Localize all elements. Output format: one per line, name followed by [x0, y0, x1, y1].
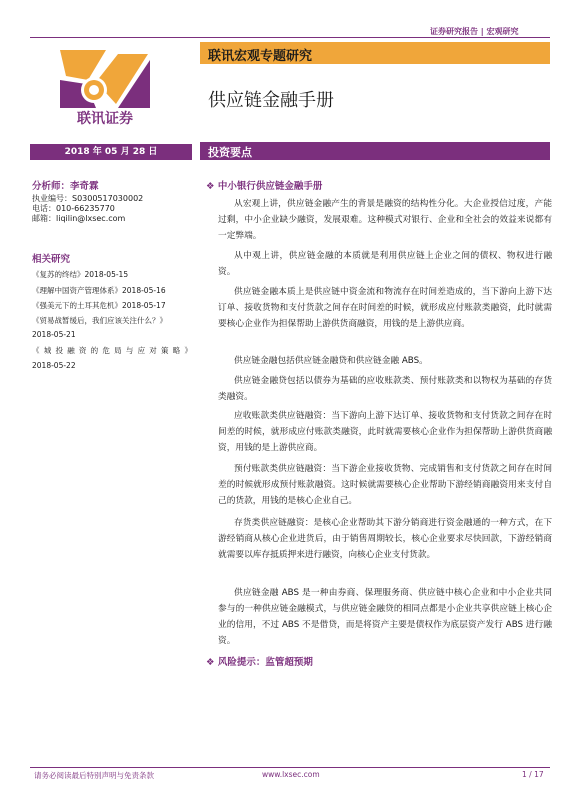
analyst-phone: 电话：010-66235770	[32, 204, 115, 213]
paragraph: 应收账款类供应链融资：当下游向上游下达订单、接收货物和支付货款之间存在时间差的时候，就形成应付账款类融资，此时就需要核心企业作为担保帮助上游供货商融资，用钱的是上游供应商。	[218, 411, 552, 453]
paragraph: 存货类供应链融资：是核心企业帮助其下游分销商进行资金融通的一种方式，在下游经销商从核心企业进货后，由于销售周期较长，核心企业要求尽快回款，下游经销商就需要以库存抵质押来进行融资，向核心企业支付货款。	[218, 518, 552, 560]
company-logo	[56, 46, 154, 128]
diamond-icon: ❖	[206, 657, 218, 668]
page-number: 1 / 17	[522, 770, 544, 779]
paragraph: 从宏观上讲，供应链金融产生的背景是融资的结构性分化。大企业授信过度，产能过剩，中小企业缺少融资，发展艰难。这种模式对银行、企业和全社会的效益来说都有一定弊端。	[218, 199, 552, 241]
section-bar	[200, 142, 550, 160]
related-item[interactable]: 《理解中国资产管理体系》2018-05-16	[32, 286, 166, 295]
document-title: 供应链金融手册	[208, 90, 334, 111]
diamond-icon: ❖	[206, 181, 218, 192]
report-category: 证券研究报告 | 宏观研究	[430, 27, 519, 36]
section-heading-supply-chain	[206, 178, 322, 192]
logo-text: 联讯证券	[77, 111, 133, 127]
section-title: 投资要点	[208, 146, 252, 159]
report-date: 2018 年 05 月 28 日	[30, 144, 192, 160]
analyst-license: 执业编号：S0300517030002	[32, 194, 144, 203]
paragraph: 供应链金融包括供应链金融贷和供应链金融 ABS。	[234, 356, 428, 366]
paragraph: 预付账款类供应链融资：当下游企业接收货物、完成销售和支付货款之间存在时间差的时候就形成预付账款融资。这时候就需要核心企业帮助下游经销商融资用来支付自己的货款，用钱的是核心企业自己。	[218, 464, 552, 506]
paragraph: 供应链金融贷包括以债券为基础的应收账款类、预付账款类和以物权为基础的存货类融资。	[218, 376, 552, 402]
paragraph: 供应链金融 ABS 是一种由券商、保理服务商、供应链中核心企业和中小企业共同参与的一种供应链金融模式，与供应链金融贷的相同点都是小企业共享供应链上核心企业的信用，不过 ABS 不是借贷，而是将资产主要是债权作为底层资产发行 ABS 进行融资。	[218, 588, 552, 646]
footer-disclaimer[interactable]: 请务必阅读最后特别声明与免责条款	[34, 771, 154, 780]
series-title: 联讯宏观专题研究	[208, 49, 313, 64]
related-item[interactable]: 《贸易战暂缓后，我们应该关注什么？》	[32, 316, 167, 325]
related-research-title: 相关研究	[32, 254, 71, 265]
related-item[interactable]: 《强美元下的土耳其危机》2018-05-17	[32, 301, 166, 310]
section-heading-risk	[206, 654, 313, 668]
related-item[interactable]: 《复苏的终结》2018-05-15	[32, 270, 129, 279]
related-item[interactable]: 《城投融资的危局与应对策略》	[32, 346, 192, 355]
paragraph: 供应链金融本质上是供应链中资金流和物流存在时间差造成的，当下游向上游下达订单、接收货物和支付货款之间存在时间差的时候，就形成应付账款类融资，此时就需要核心企业作为担保帮助上游供货商融资，用钱的是上游供应商。	[218, 287, 552, 329]
analyst-name: 分析师：李奇霖	[32, 181, 99, 192]
related-item-date: 2018-05-21	[32, 330, 76, 339]
heading-text: 风险提示：监管超预期	[217, 657, 313, 668]
paragraph: 从中观上讲，供应链金融的本质就是利用供应链上企业之间的债权、物权进行融资。	[218, 251, 552, 277]
footer-website[interactable]: www.lxsec.com	[262, 770, 320, 779]
heading-text: 中小银行供应链金融手册	[217, 181, 323, 192]
analyst-email[interactable]: 邮箱：liqilin@lxsec.com	[32, 214, 126, 223]
related-item-date: 2018-05-22	[32, 361, 76, 370]
bottom-divider	[30, 767, 550, 768]
top-divider	[30, 37, 550, 38]
